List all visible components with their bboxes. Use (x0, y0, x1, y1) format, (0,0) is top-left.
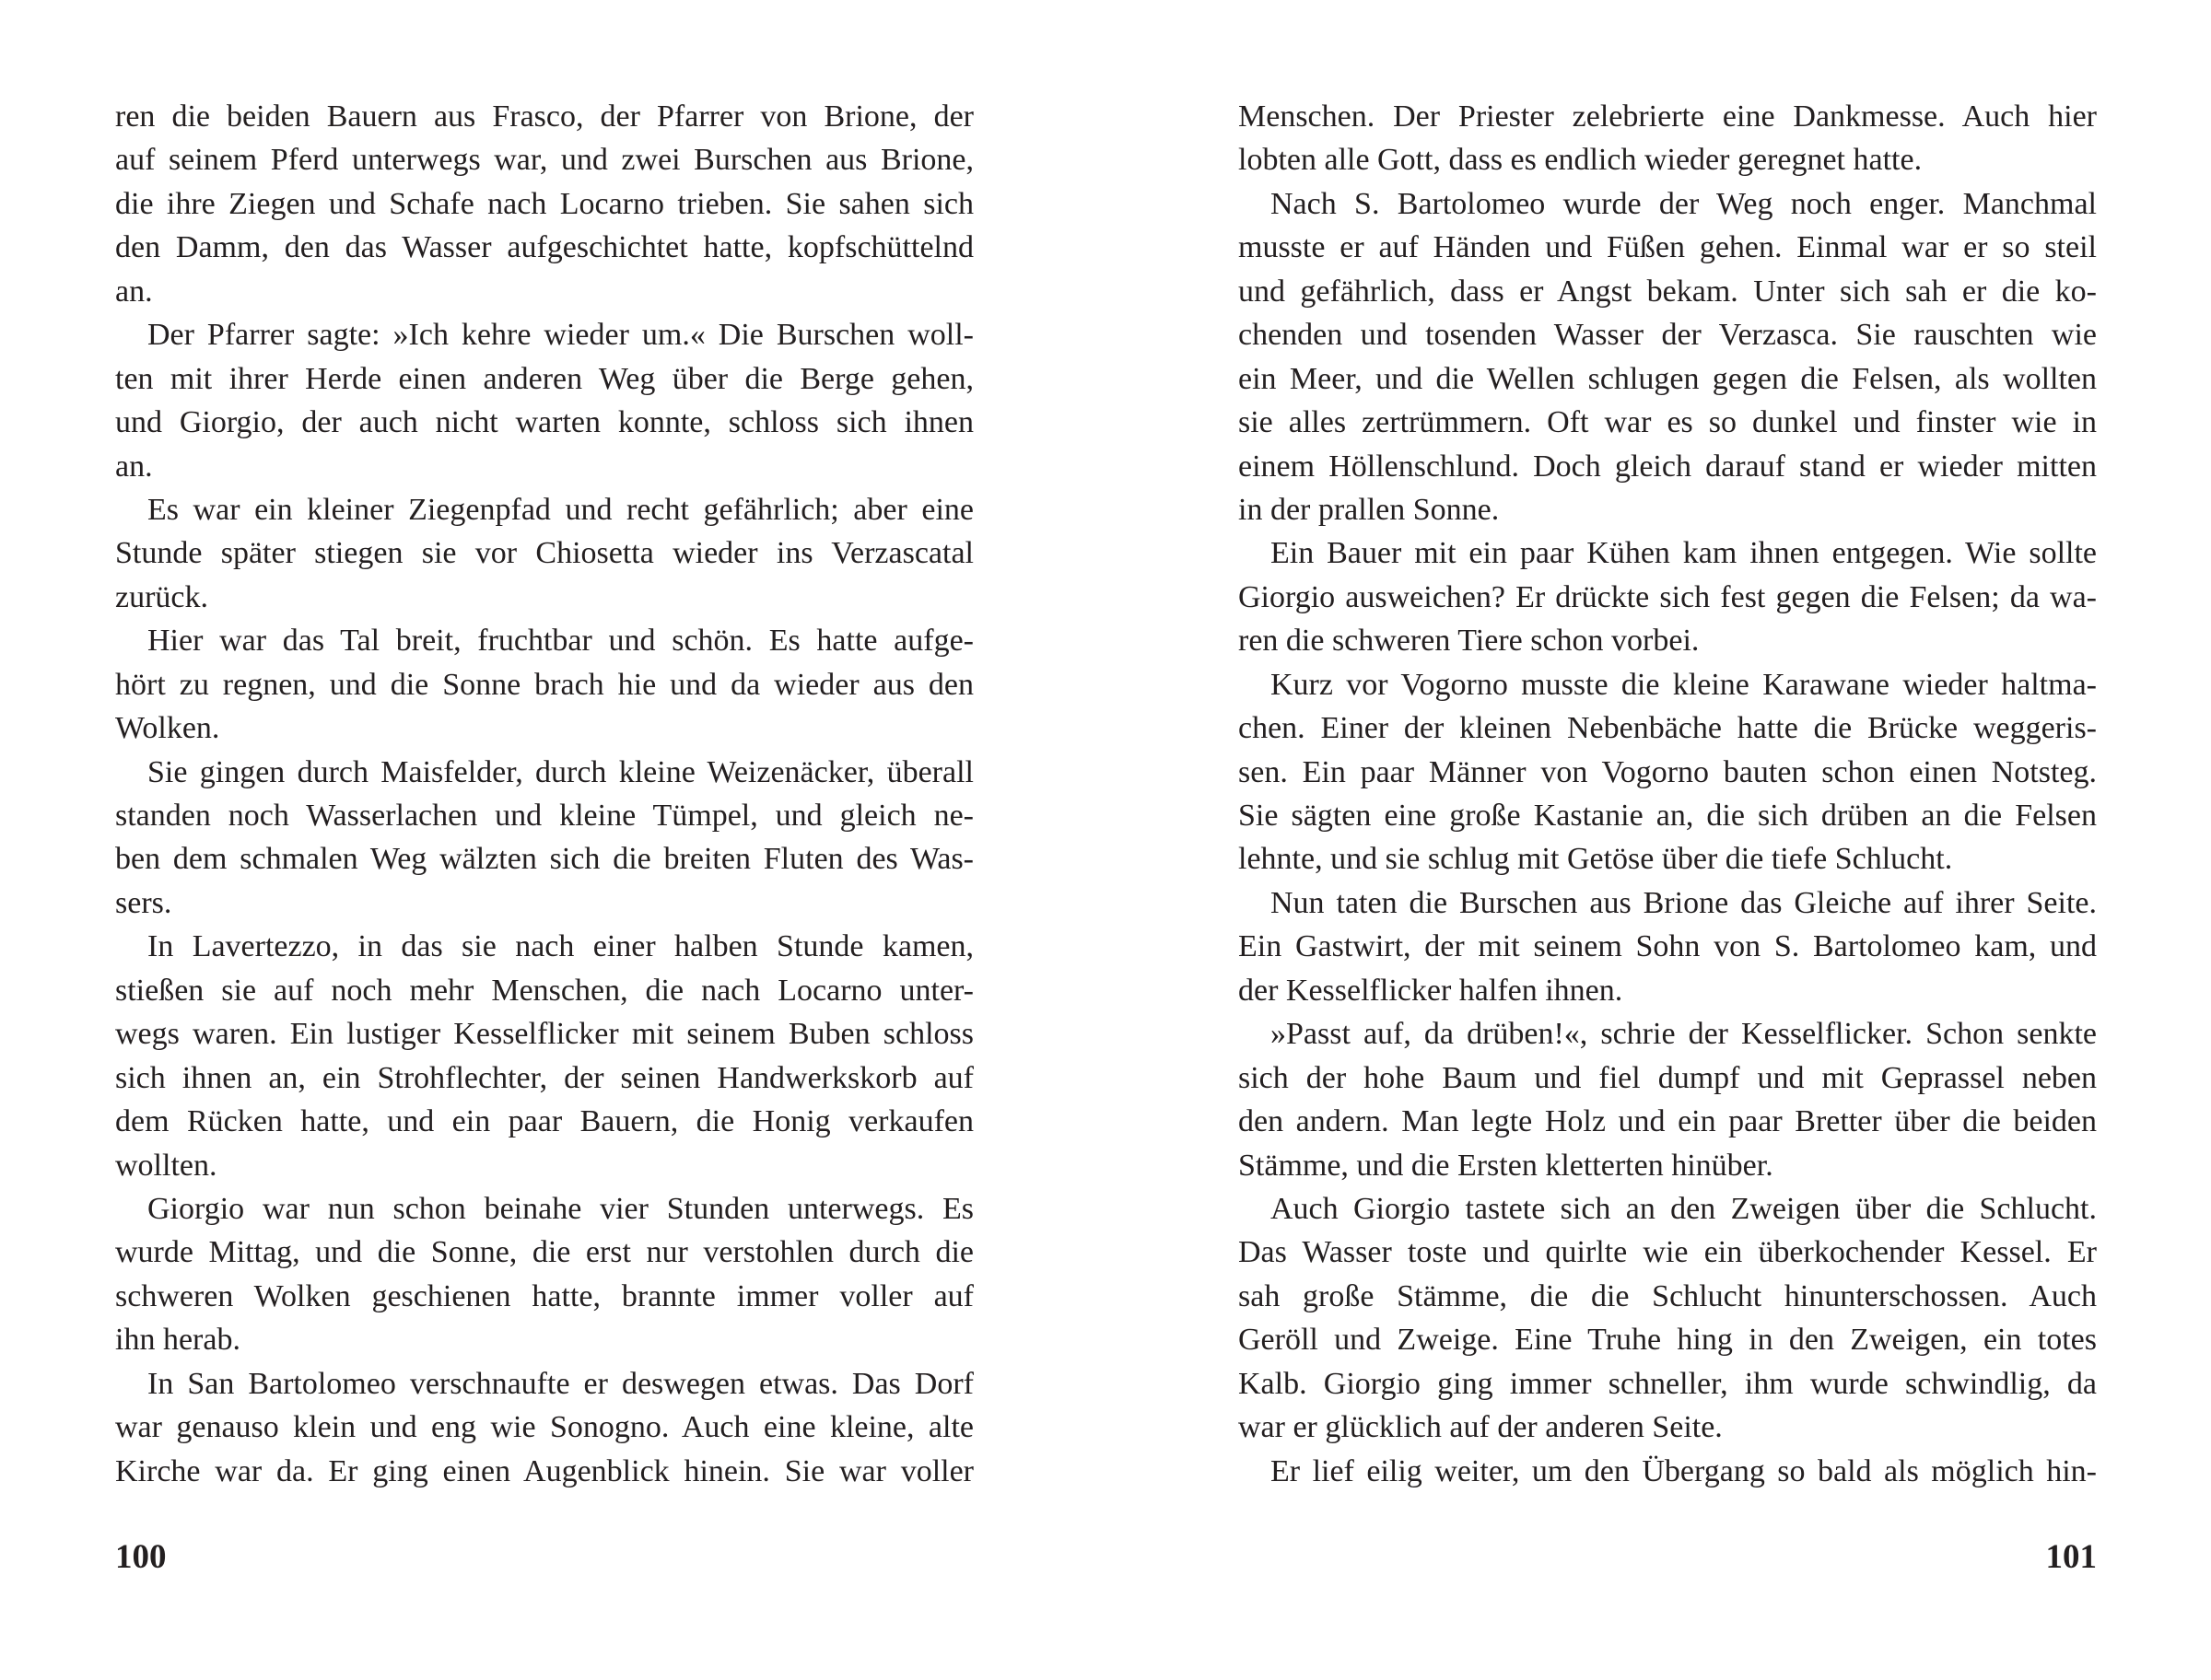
text-line: stießen sie auf noch mehr Menschen, die nach Locarno unter- (115, 973, 974, 1008)
text-line: sen. Ein paar Männer von Vogorno bauten schon einen Notsteg. (1238, 754, 2097, 789)
text-line: Das Wasser toste und quirlte wie ein überkochender Kessel. Er (1238, 1235, 2097, 1270)
text-line: an. (115, 274, 153, 309)
text-line: schweren Wolken geschienen hatte, brannte immer voller auf (115, 1278, 974, 1313)
text-line: Kalb. Giorgio ging immer schneller, ihm wurde schwindlig, da (1238, 1366, 2097, 1401)
text-line: wollten. (115, 1148, 217, 1183)
page-number-left: 100 (115, 1538, 167, 1576)
text-line: chenden und tosenden Wasser der Verzasca. Sie rauschten wie (1238, 318, 2097, 353)
text-line: war genauso klein und eng wie Sonogno. Auch eine kleine, alte (115, 1410, 974, 1445)
text-line: sie alles zertrümmern. Oft war es so dunkel und finster wie in (1238, 405, 2097, 440)
text-line: musste er auf Händen und Füßen gehen. Einmal war er so steil (1238, 230, 2097, 265)
text-line: der Kesselflicker halfen ihnen. (1238, 973, 1623, 1008)
text-line: sich ihnen an, ein Strohflechter, der seinen Handwerkskorb auf (115, 1060, 974, 1095)
text-line: die ihre Ziegen und Schafe nach Locarno trieben. Sie sahen sich (115, 186, 974, 221)
text-line: war er glücklich auf der anderen Seite. (1238, 1410, 1723, 1445)
text-line: in der prallen Sonne. (1238, 492, 1500, 527)
text-line: Er lief eilig weiter, um den Übergang so bald als möglich hin- (1270, 1453, 2097, 1488)
text-line: Ein Gastwirt, der mit seinem Sohn von S. Bartolomeo kam, und (1238, 929, 2097, 964)
text-line: auf seinem Pferd unterwegs war, und zwei Burschen aus Brione, (115, 143, 974, 178)
text-line: sich der hohe Baum und fiel dumpf und mit Geprassel neben (1238, 1060, 2097, 1095)
text-line: Auch Giorgio tastete sich an den Zweigen über die Schlucht. (1270, 1191, 2097, 1226)
text-line: Es war ein kleiner Ziegenpfad und recht gefährlich; aber eine (147, 492, 974, 527)
text-line: wegs waren. Ein lustiger Kesselflicker mit seinem Buben schloss (115, 1017, 974, 1052)
text-line: Hier war das Tal breit, fruchtbar und schön. Es hatte aufge- (147, 624, 974, 659)
text-line: Nach S. Bartolomeo wurde der Weg noch enger. Manchmal (1270, 186, 2097, 221)
text-line: ten mit ihrer Herde einen anderen Weg über die Berge gehen, (115, 361, 974, 396)
text-line: und Giorgio, der auch nicht warten konnte, schloss sich ihnen (115, 405, 974, 440)
text-line: und gefährlich, dass er Angst bekam. Unter sich sah er die ko- (1238, 274, 2097, 309)
text-line: lehnte, und sie schlug mit Getöse über die tiefe Schlucht. (1238, 842, 1953, 877)
text-line: an. (115, 449, 153, 484)
text-line: Sie gingen durch Maisfelder, durch kleine Weizenäcker, überall (147, 754, 974, 789)
text-line: In Lavertezzo, in das sie nach einer halben Stunde kamen, (147, 929, 974, 964)
text-line: wurde Mittag, und die Sonne, die erst nur verstohlen durch die (115, 1235, 974, 1270)
page-number-right: 101 (2045, 1538, 2097, 1576)
text-line: Stämme, und die Ersten kletterten hinüber. (1238, 1148, 1773, 1183)
text-line: dem Rücken hatte, und ein paar Bauern, die Honig verkaufen (115, 1104, 974, 1139)
text-line: sah große Stämme, die die Schlucht hinunterschossen. Auch (1238, 1278, 2097, 1313)
text-line: ben dem schmalen Weg wälzten sich die breiten Fluten des Was- (115, 842, 974, 877)
text-line: zurück. (115, 579, 209, 614)
right-page-text (1238, 95, 2097, 1493)
text-line: Kirche war da. Er ging einen Augenblick hinein. Sie war voller (115, 1453, 974, 1488)
text-line: den Damm, den das Wasser aufgeschichtet hatte, kopfschüttelnd (115, 230, 974, 265)
text-line: Geröll und Zweige. Eine Truhe hing in den Zweigen, ein totes (1238, 1323, 2097, 1358)
text-line: »Passt auf, da drüben!«, schrie der Kesselflicker. Schon senkte (1270, 1017, 2097, 1052)
left-page-text (115, 95, 974, 1493)
text-line: Nun taten die Burschen aus Brione das Gleiche auf ihrer Seite. (1270, 885, 2097, 920)
text-line: ren die beiden Bauern aus Frasco, der Pfarrer von Brione, der (115, 99, 974, 134)
text-line: sers. (115, 885, 172, 920)
text-line: den andern. Man legte Holz und ein paar Bretter über die beiden (1238, 1104, 2097, 1139)
text-line: Der Pfarrer sagte: »Ich kehre wieder um.« Die Burschen woll- (147, 318, 974, 353)
text-line: ein Meer, und die Wellen schlugen gegen die Felsen, als wollten (1238, 361, 2097, 396)
text-line: standen noch Wasserlachen und kleine Tümpel, und gleich ne- (115, 799, 974, 833)
text-line: lobten alle Gott, dass es endlich wieder geregnet hatte. (1238, 143, 1923, 178)
text-line: Wolken. (115, 711, 220, 746)
text-line: Menschen. Der Priester zelebrierte eine Dankmesse. Auch hier (1238, 99, 2097, 134)
text-line: Ein Bauer mit ein paar Kühen kam ihnen entgegen. Wie sollte (1270, 536, 2097, 571)
text-line: hört zu regnen, und die Sonne brach hie und da wieder aus den (115, 667, 974, 702)
text-line: Sie sägten eine große Kastanie an, die sich drüben an die Felsen (1238, 799, 2097, 833)
text-line: In San Bartolomeo verschnaufte er deswegen etwas. Das Dorf (147, 1366, 974, 1401)
text-line: Kurz vor Vogorno musste die kleine Karawane wieder haltma- (1270, 667, 2097, 702)
text-line: einem Höllenschlund. Doch gleich darauf stand er wieder mitten (1238, 449, 2097, 484)
text-line: Giorgio ausweichen? Er drückte sich fest gegen die Felsen; da wa- (1238, 579, 2097, 614)
text-line: ihn herab. (115, 1323, 240, 1358)
text-line: Giorgio war nun schon beinahe vier Stunden unterwegs. Es (147, 1191, 974, 1226)
text-line: ren die schweren Tiere schon vorbei. (1238, 624, 1700, 659)
text-line: Stunde später stiegen sie vor Chiosetta wieder ins Verzascatal (115, 536, 974, 571)
text-line: chen. Einer der kleinen Nebenbäche hatte die Brücke weggeris- (1238, 711, 2097, 746)
